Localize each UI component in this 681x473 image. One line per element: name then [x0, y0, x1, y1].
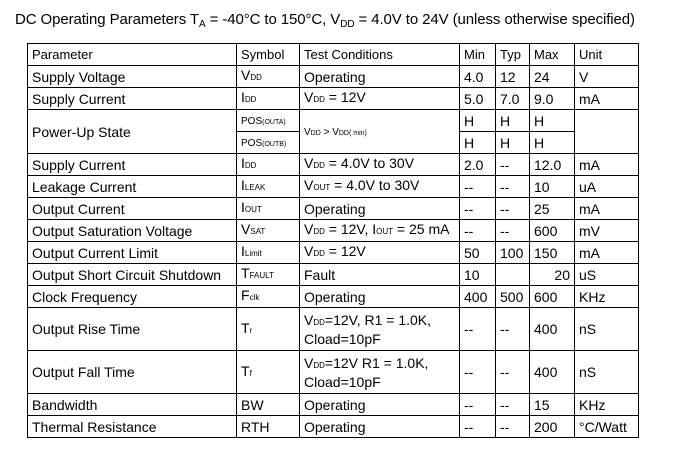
cell-parameter: Bandwidth	[28, 394, 237, 416]
cell-conditions: Operating	[300, 394, 460, 416]
page-title	[15, 11, 635, 28]
cell-min: H	[460, 132, 496, 154]
cond-main: V	[304, 243, 314, 259]
cond-main: V	[304, 354, 314, 371]
cell-parameter: Leakage Current	[28, 176, 237, 198]
cell-conditions	[300, 308, 460, 351]
table-row	[28, 286, 639, 308]
cond-sub-2: OUT	[376, 227, 394, 236]
cell-min: H	[460, 110, 496, 132]
table-row	[28, 110, 639, 132]
symbol-main: I	[241, 199, 245, 215]
cond-sub: DD	[313, 360, 325, 370]
cell-unit: V	[575, 66, 639, 88]
cell-symbol	[237, 88, 300, 110]
cell-conditions: Operating	[300, 286, 460, 308]
cell-unit: nS	[575, 351, 639, 394]
cell-parameter: Supply Voltage	[28, 66, 237, 88]
cell-max: 200	[530, 416, 575, 438]
symbol-main: I	[241, 243, 245, 259]
cond-sub: DD	[313, 249, 325, 258]
symbol-main: V	[241, 221, 251, 237]
cond-rest: = 12V	[324, 243, 366, 259]
cond-main: V	[304, 89, 314, 105]
table-row	[28, 351, 639, 394]
dc-parameters-table	[27, 43, 639, 438]
cond-rest: = 12V	[324, 89, 366, 105]
table-row	[28, 220, 639, 242]
symbol-main: F	[241, 287, 250, 303]
cell-max: 25	[530, 198, 575, 220]
cell-parameter: Clock Frequency	[28, 286, 237, 308]
cond-rest: = 4.0V to 30V	[324, 155, 415, 171]
cell-max: H	[530, 110, 575, 132]
cell-typ: --	[496, 351, 530, 394]
symbol-main: I	[241, 89, 245, 105]
cell-typ: H	[496, 132, 530, 154]
symbol-main: T	[241, 265, 250, 281]
cond-sub: DD	[313, 317, 325, 327]
cell-min: --	[460, 351, 496, 394]
cell-max: 24	[530, 66, 575, 88]
cell-symbol	[237, 66, 300, 88]
table-row	[28, 198, 639, 220]
cell-conditions: Operating	[300, 416, 460, 438]
cond-rest: = 25 mA	[393, 221, 450, 237]
cell-conditions: Operating	[300, 198, 460, 220]
symbol-sub: FAULT	[249, 271, 274, 280]
cell-unit: nS	[575, 308, 639, 351]
cell-parameter: Output Fall Time	[28, 351, 237, 394]
cell-parameter: Output Current	[28, 198, 237, 220]
cond-sub: DD	[313, 227, 325, 236]
cell-symbol	[237, 264, 300, 286]
symbol-sub: (OUTA)	[262, 118, 286, 126]
cell-max: H	[530, 132, 575, 154]
cell-symbol	[237, 154, 300, 176]
table-row	[28, 394, 639, 416]
table-row	[28, 66, 639, 88]
cell-unit: mA	[575, 242, 639, 264]
cell-conditions	[300, 242, 460, 264]
cell-symbol	[237, 176, 300, 198]
header-symbol: Symbol	[237, 44, 300, 66]
cell-min: --	[460, 416, 496, 438]
symbol-sub: DD	[244, 161, 257, 170]
symbol-main: I	[241, 155, 245, 171]
cell-unit: KHz	[575, 394, 639, 416]
cond-main: V	[304, 221, 314, 237]
cell-parameter: Output Rise Time	[28, 308, 237, 351]
cond-line-2: Cload=10pF	[304, 373, 381, 390]
cell-symbol	[237, 132, 300, 154]
cell-conditions	[300, 88, 460, 110]
cond-sub: OUT	[313, 183, 331, 192]
header-min: Min	[460, 44, 496, 66]
table-row	[28, 176, 639, 198]
cell-max: 20	[530, 264, 575, 286]
cell-max: 400	[530, 308, 575, 351]
cell-max: 600	[530, 220, 575, 242]
cell-max: 150	[530, 242, 575, 264]
cond-main: V	[304, 311, 314, 328]
cell-typ: --	[496, 394, 530, 416]
cell-min: 10	[460, 264, 496, 286]
symbol-main: POS	[241, 137, 263, 149]
cell-symbol	[237, 308, 300, 351]
header-typ: Typ	[496, 44, 530, 66]
cell-min: 400	[460, 286, 496, 308]
symbol-main: T	[241, 362, 250, 379]
cell-unit: uA	[575, 176, 639, 198]
cond-rest: =12V R1 = 1.0K,	[324, 354, 429, 371]
cell-unit: uS	[575, 264, 639, 286]
cell-symbol	[237, 220, 300, 242]
table-row	[28, 88, 639, 110]
cell-symbol	[237, 110, 300, 132]
cond-main: V	[304, 155, 314, 171]
cell-typ: H	[496, 110, 530, 132]
cell-min: --	[460, 394, 496, 416]
cond-rest: =12V, R1 = 1.0K,	[324, 311, 432, 328]
header-max: Max	[530, 44, 575, 66]
symbol-sub: DD	[250, 73, 262, 82]
cell-symbol: RTH	[237, 416, 300, 438]
cell-min: 5.0	[460, 88, 496, 110]
cell-parameter: Supply Current	[28, 88, 237, 110]
cell-symbol: BW	[237, 394, 300, 416]
symbol-main: V	[241, 67, 251, 83]
cond-sub: DD	[313, 95, 325, 104]
cell-max: 9.0	[530, 88, 575, 110]
symbol-sub: Limit	[244, 249, 262, 258]
cell-parameter: Output Short Circuit Shutdown	[28, 264, 237, 286]
cell-parameter: Output Current Limit	[28, 242, 237, 264]
title-suffix: = 4.0V to 24V (unless otherwise specified)	[354, 11, 635, 28]
cell-symbol	[237, 286, 300, 308]
cell-conditions	[300, 351, 460, 394]
cell-parameter: Output Saturation Voltage	[28, 220, 237, 242]
header-unit: Unit	[575, 44, 639, 66]
cell-conditions: Operating	[300, 66, 460, 88]
cell-max: 15	[530, 394, 575, 416]
cell-parameter: Power-Up State	[28, 110, 237, 154]
header-parameter: Parameter	[28, 44, 237, 66]
cond-sub-2: DD( min)	[338, 129, 367, 137]
table-row	[28, 154, 639, 176]
cell-typ: 7.0	[496, 88, 530, 110]
cell-min: 2.0	[460, 154, 496, 176]
cell-unit: mA	[575, 198, 639, 220]
cell-unit	[575, 110, 639, 154]
cell-symbol	[237, 242, 300, 264]
cond-sub: DD	[310, 129, 321, 137]
cond-line-2: Cload=10pF	[304, 330, 381, 347]
cell-typ: --	[496, 198, 530, 220]
cell-unit: mV	[575, 220, 639, 242]
cell-symbol	[237, 351, 300, 394]
cell-min: --	[460, 220, 496, 242]
header-conditions: Test Conditions	[300, 44, 460, 66]
cell-min: --	[460, 176, 496, 198]
title-vdd-sub: DD	[340, 19, 355, 30]
cell-typ: 500	[496, 286, 530, 308]
cell-conditions: Fault	[300, 264, 460, 286]
table-row	[28, 242, 639, 264]
symbol-main: T	[241, 319, 250, 336]
cell-conditions	[300, 176, 460, 198]
cell-unit: °C/Watt	[575, 416, 639, 438]
cell-typ: --	[496, 154, 530, 176]
cell-unit: mA	[575, 154, 639, 176]
cond-main: V	[304, 126, 311, 138]
title-ta-sub: A	[198, 19, 206, 30]
symbol-sub: clk	[249, 293, 260, 302]
cell-parameter: Thermal Resistance	[28, 416, 237, 438]
symbol-sub: f	[249, 368, 252, 378]
table-row	[28, 264, 639, 286]
table-row	[28, 416, 639, 438]
cell-typ: --	[496, 176, 530, 198]
cell-conditions	[300, 220, 460, 242]
symbol-sub: (OUTB)	[262, 140, 287, 148]
symbol-sub: DD	[244, 95, 257, 104]
cell-typ: --	[496, 220, 530, 242]
cell-typ	[496, 264, 530, 286]
cell-max: 12.0	[530, 154, 575, 176]
symbol-main: POS	[241, 115, 263, 127]
cond-rest: = 4.0V to 30V	[330, 177, 420, 193]
cell-max: 10	[530, 176, 575, 198]
cond-mid: = 12V, I	[324, 221, 377, 237]
cell-typ: --	[496, 308, 530, 351]
cell-max: 400	[530, 351, 575, 394]
table-row	[28, 308, 639, 351]
cell-min: --	[460, 308, 496, 351]
cell-min: --	[460, 198, 496, 220]
symbol-sub: OUT	[244, 205, 262, 214]
cell-parameter: Supply Current	[28, 154, 237, 176]
cond-sub: DD	[313, 161, 325, 170]
header-row	[28, 44, 639, 66]
cell-min: 50	[460, 242, 496, 264]
title-middle: = -40°C to 150°C, V	[205, 11, 341, 28]
cell-conditions	[300, 154, 460, 176]
symbol-sub: LEAK	[244, 183, 266, 192]
cell-typ: --	[496, 416, 530, 438]
cell-max: 600	[530, 286, 575, 308]
cell-typ: 12	[496, 66, 530, 88]
symbol-sub: SAT	[250, 227, 266, 236]
symbol-main: I	[241, 177, 245, 193]
cell-min: 4.0	[460, 66, 496, 88]
cell-typ: 100	[496, 242, 530, 264]
symbol-sub: r	[249, 325, 253, 335]
cond-mid: > V	[320, 126, 339, 138]
cell-conditions	[300, 110, 460, 154]
cond-main: V	[304, 177, 314, 193]
title-prefix: DC Operating Parameters T	[15, 11, 199, 28]
cell-unit: KHz	[575, 286, 639, 308]
cell-unit: mA	[575, 88, 639, 110]
cell-symbol	[237, 198, 300, 220]
